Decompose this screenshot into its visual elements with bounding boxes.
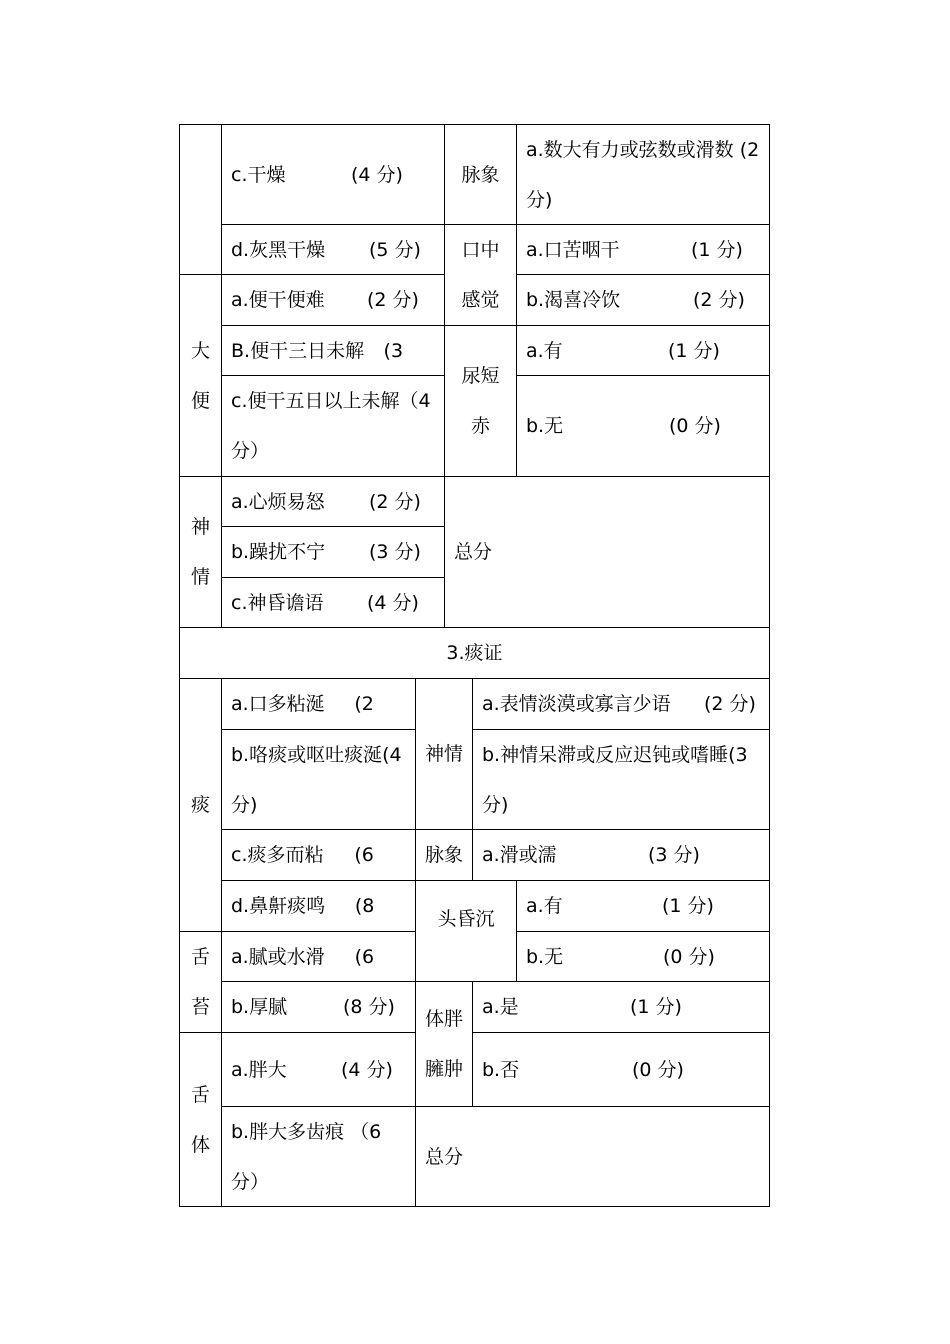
option-text: a.口多粘涎 xyxy=(231,693,325,715)
pulse3-label: 脉象 xyxy=(415,829,473,881)
option-score: (1 分) xyxy=(662,895,714,917)
mouth-option-a xyxy=(516,224,770,275)
option-score: (4 分) xyxy=(341,1058,393,1081)
coating-label xyxy=(179,931,222,1033)
option-text: a.心烦易怒 xyxy=(231,491,325,513)
urine-label xyxy=(444,325,517,477)
coating-option-a xyxy=(221,931,416,982)
spirit-label xyxy=(179,476,222,628)
total-score-cell xyxy=(444,476,770,628)
dizzy-label: 头昏沉 xyxy=(415,880,517,982)
option-score: (0 分) xyxy=(663,946,715,968)
urine-option-b xyxy=(516,375,770,477)
section-title: 3.痰证 xyxy=(179,627,770,679)
option-text: a.腻或水滑 xyxy=(231,946,325,968)
spirit3-option-a xyxy=(472,678,770,730)
label-cell-empty xyxy=(179,124,222,275)
option-score: (4 分) xyxy=(367,592,419,614)
spirit3-label: 神情 xyxy=(415,678,473,830)
option-text: a.有 xyxy=(526,340,563,362)
option-text: a.口苦咽干 xyxy=(526,239,620,261)
option-score: (4 分) xyxy=(351,163,403,186)
option-score: (3 分) xyxy=(369,541,421,563)
stool-label-text: 大便 xyxy=(190,339,210,412)
body-label xyxy=(415,981,473,1107)
total-label: 总分 xyxy=(425,1145,464,1168)
pulse3-option-a xyxy=(472,829,770,881)
spirit-label-text: 神情 xyxy=(190,516,210,588)
option-text: b.躁扰不宁 xyxy=(231,541,326,563)
tongue-label-text: 舌体 xyxy=(190,1083,210,1156)
stool-option-c: c.便干五日以上未解（4 分） xyxy=(221,375,445,477)
urine-label-text: 尿短赤 xyxy=(461,365,500,437)
option-text: a.有 xyxy=(526,895,563,917)
option-score: (1 分) xyxy=(668,340,720,362)
option-score: (1 分) xyxy=(691,239,743,261)
option-text: d.灰黑干燥 xyxy=(231,238,326,261)
option-text: c.干燥 xyxy=(231,163,286,186)
option-score: (3 分) xyxy=(648,844,700,866)
option-score: (0 分) xyxy=(669,415,721,437)
pulse-option-a: a.数大有力或弦数或滑数 (2 分) xyxy=(516,124,770,225)
dizzy-option-a xyxy=(516,880,770,932)
mouth-label-text: 口中感觉 xyxy=(461,239,500,311)
option-score: (8 分) xyxy=(343,996,395,1018)
body-option-b xyxy=(472,1032,770,1107)
option-score: (6 xyxy=(354,844,374,866)
phlegm-option-c xyxy=(221,829,416,881)
option-score: (2 分) xyxy=(704,693,756,715)
option-text: b.否 xyxy=(482,1058,520,1081)
option-text: a.是 xyxy=(482,996,519,1018)
total-label: 总分 xyxy=(454,541,493,563)
urine-option-a xyxy=(516,325,770,376)
option-score: (3 xyxy=(383,340,404,362)
mouth-option-b xyxy=(516,274,770,326)
option-text: b.无 xyxy=(526,946,564,968)
option-text: a.便干便难 xyxy=(231,289,325,311)
option-text: a.滑或濡 xyxy=(482,844,557,866)
tongue-label xyxy=(179,1032,222,1207)
option-text: c.神昏谵语 xyxy=(231,592,324,614)
stool-label xyxy=(179,274,222,477)
option-score: (0 分) xyxy=(632,1058,684,1081)
body-label-text: 体胖臃肿 xyxy=(424,1008,463,1080)
option-text: d.鼻鼾痰鸣 xyxy=(231,895,326,917)
option-score: (1 分) xyxy=(630,996,682,1018)
option-score: (2 分) xyxy=(367,289,419,311)
dizzy-option-b xyxy=(516,931,770,982)
tongue-option-b: b.胖大多齿痕 （6 分） xyxy=(221,1106,416,1207)
phlegm-option-a xyxy=(221,678,416,730)
phlegm-option-b: b.咯痰或呕吐痰涎(4 分) xyxy=(221,729,416,830)
option-score: (5 分) xyxy=(369,238,421,261)
option-score: (6 xyxy=(354,946,375,968)
mouth-label xyxy=(444,224,517,326)
option-text: b.无 xyxy=(526,415,564,437)
option-score: (8 xyxy=(354,895,375,917)
stool-option-a xyxy=(221,274,445,326)
spirit-option-a xyxy=(221,476,445,527)
coating-option-b xyxy=(221,981,416,1033)
option-coating-d xyxy=(221,224,445,275)
option-score: (2 分) xyxy=(693,289,745,311)
option-score: (2 分) xyxy=(369,491,421,513)
stool-option-b xyxy=(221,325,445,376)
spirit3-option-b: b.神情呆滞或反应迟钝或嗜睡(3 分) xyxy=(472,729,770,830)
option-text: a.表情淡漠或寡言少语 xyxy=(482,693,671,715)
spirit-option-c xyxy=(221,577,445,628)
option-coating-c xyxy=(221,124,445,225)
coating-label-text: 舌苔 xyxy=(190,946,210,1018)
total3-score-cell xyxy=(415,1106,770,1207)
phlegm-option-d xyxy=(221,880,416,932)
option-text: c.痰多而粘 xyxy=(231,844,324,866)
option-text: b.渴喜冷饮 xyxy=(526,289,621,311)
spirit-option-b xyxy=(221,526,445,578)
option-text: b.厚腻 xyxy=(231,996,288,1018)
option-text: a.胖大 xyxy=(231,1058,287,1081)
phlegm-label: 痰 xyxy=(179,678,222,932)
option-text: B.便干三日未解 xyxy=(231,340,365,362)
option-score: (2 xyxy=(354,693,374,715)
pulse-label: 脉象 xyxy=(444,124,517,225)
tongue-option-a xyxy=(221,1032,416,1107)
body-option-a xyxy=(472,981,770,1033)
